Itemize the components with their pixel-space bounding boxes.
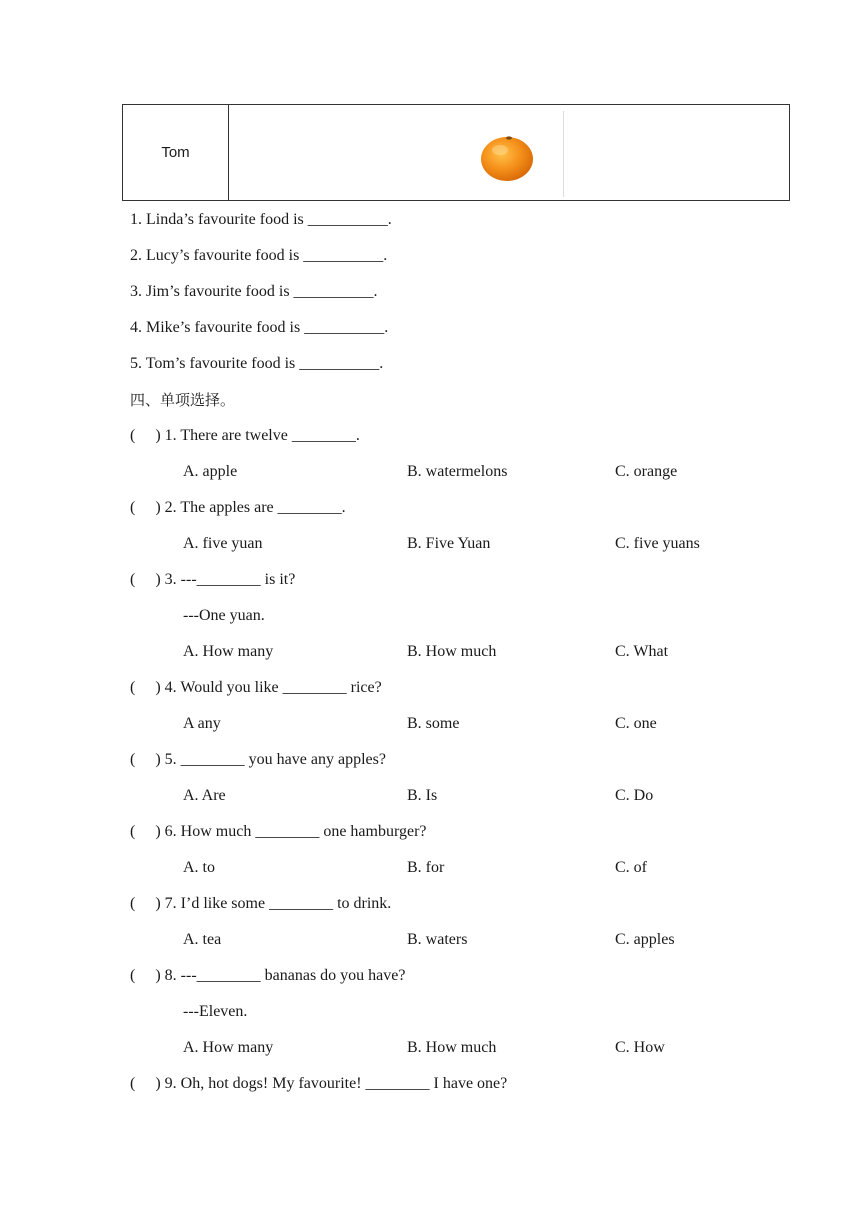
table-inner-divider [563, 111, 564, 197]
fill-in-5: 5. Tom’s favourite food is __________. [130, 355, 384, 372]
q6-option-a: A. to [183, 859, 215, 876]
q1-option-a: A. apple [183, 463, 238, 480]
q7-option-b: B. waters [407, 931, 468, 948]
food-table [122, 104, 790, 201]
question-8-stem: ( ) 8. ---________ bananas do you have? [130, 967, 406, 984]
q3-option-c: C. What [615, 643, 669, 660]
question-7-stem: ( ) 7. I’d like some ________ to drink. [130, 895, 392, 912]
row-name: Tom [161, 144, 190, 161]
section-title: 四、单项选择。 [130, 391, 236, 409]
q4-option-c: C. one [615, 715, 657, 732]
q8-answer-line: ---Eleven. [183, 1003, 248, 1020]
q4-option-a: A any [183, 715, 221, 732]
q3-option-a: A. How many [183, 643, 274, 660]
q7-option-a: A. tea [183, 931, 222, 948]
question-2-stem: ( ) 2. The apples are ________. [130, 499, 346, 516]
q1-option-b: B. watermelons [407, 463, 508, 480]
fill-in-3: 3. Jim’s favourite food is __________. [130, 283, 378, 300]
question-3-stem: ( ) 3. ---________ is it? [130, 571, 296, 588]
q2-option-c: C. five yuans [615, 535, 700, 552]
q3-answer-line: ---One yuan. [183, 607, 265, 624]
orange-icon [480, 134, 534, 182]
question-9-stem: ( ) 9. Oh, hot dogs! My favourite! ________ I have one? [130, 1075, 508, 1092]
q4-option-b: B. some [407, 715, 460, 732]
q8-option-b: B. How much [407, 1039, 497, 1056]
q8-option-a: A. How many [183, 1039, 274, 1056]
name-cell [123, 105, 229, 200]
q6-option-c: C. of [615, 859, 647, 876]
q2-option-b: B. Five Yuan [407, 535, 491, 552]
fill-in-1: 1. Linda’s favourite food is __________. [130, 211, 392, 228]
question-4-stem: ( ) 4. Would you like ________ rice? [130, 679, 382, 696]
q8-option-c: C. How [615, 1039, 665, 1056]
q3-option-b: B. How much [407, 643, 497, 660]
q7-option-c: C. apples [615, 931, 675, 948]
fill-in-4: 4. Mike’s favourite food is __________. [130, 319, 389, 336]
q5-option-c: C. Do [615, 787, 654, 804]
question-6-stem: ( ) 6. How much ________ one hamburger? [130, 823, 427, 840]
q5-option-a: A. Are [183, 787, 226, 804]
fill-in-2: 2. Lucy’s favourite food is __________. [130, 247, 388, 264]
q5-option-b: B. Is [407, 787, 438, 804]
q6-option-b: B. for [407, 859, 445, 876]
q2-option-a: A. five yuan [183, 535, 263, 552]
q1-option-c: C. orange [615, 463, 678, 480]
question-1-stem: ( ) 1. There are twelve ________. [130, 427, 360, 444]
question-5-stem: ( ) 5. ________ you have any apples? [130, 751, 386, 768]
